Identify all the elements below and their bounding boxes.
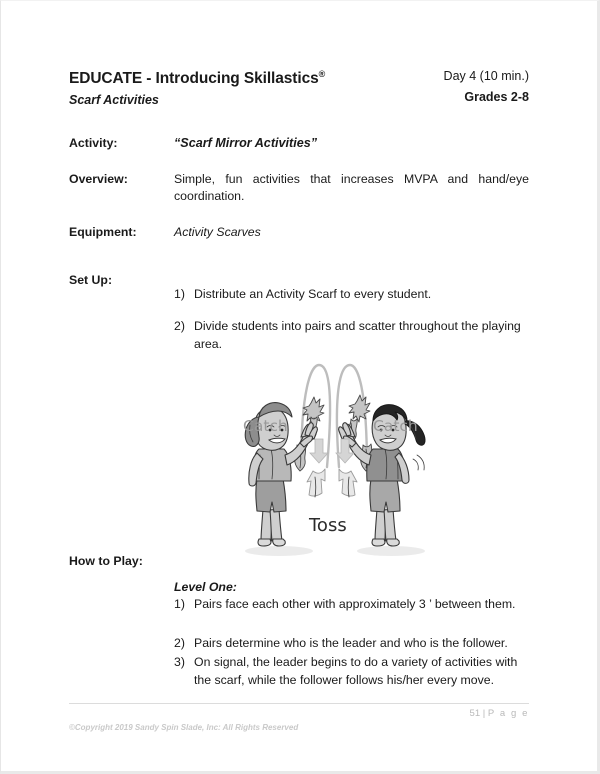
list-item-text: Pairs determine who is the leader and who is the follower. bbox=[194, 635, 508, 650]
illustration-svg bbox=[201, 359, 463, 559]
list-item-text: Pairs face each other with approximately 3 ’ between them. bbox=[194, 597, 516, 612]
list-item-number: 1) bbox=[174, 597, 185, 612]
equipment-value: Activity Scarves bbox=[174, 225, 261, 239]
list-item-number: 2) bbox=[174, 635, 185, 650]
setup-list bbox=[174, 286, 529, 353]
page-subtitle: Scarf Activities bbox=[69, 92, 159, 107]
list-item-text: Divide students into pairs and scatter throughout the playing area. bbox=[194, 319, 521, 351]
boy-leg-right bbox=[384, 509, 396, 541]
toss-scarf-right bbox=[339, 469, 357, 497]
level-one-heading: Level One: bbox=[174, 580, 237, 594]
motion-line-1 bbox=[413, 459, 418, 470]
girl-shoe-left bbox=[258, 539, 271, 546]
girl-shorts bbox=[256, 479, 286, 512]
page-word: P a g e bbox=[487, 708, 529, 719]
page-separator: | bbox=[482, 708, 486, 719]
activity-value: “Scarf Mirror Activities” bbox=[174, 136, 318, 150]
header-right-block bbox=[444, 69, 529, 104]
list-item-number: 3) bbox=[174, 655, 185, 670]
page-title bbox=[69, 69, 325, 89]
list-item-number: 2) bbox=[174, 319, 185, 334]
activity-label: Activity: bbox=[69, 136, 118, 150]
label-catch-right: Catch bbox=[373, 417, 418, 435]
how-to-play-row bbox=[69, 553, 529, 570]
boy-shoe-left bbox=[372, 539, 385, 546]
list-item bbox=[174, 635, 529, 652]
document-header bbox=[69, 69, 529, 107]
how-to-play-label: How to Play: bbox=[69, 554, 143, 568]
label-catch-left: Catch bbox=[243, 417, 288, 435]
label-toss: Toss bbox=[309, 515, 347, 536]
day-duration-label: Day 4 (10 min.) bbox=[443, 69, 529, 83]
page-number: 51 bbox=[469, 708, 481, 719]
page-number-footer bbox=[470, 708, 529, 719]
header-left-block bbox=[69, 69, 325, 107]
boy-shoe-right bbox=[387, 539, 400, 546]
activity-row bbox=[69, 135, 529, 153]
equipment-label: Equipment: bbox=[69, 225, 137, 239]
list-item-text: On signal, the leader begins to do a variety of activities with the scarf, while the follower follows his/her every move. bbox=[194, 655, 518, 687]
registered-trademark-icon: ® bbox=[318, 69, 326, 79]
overview-value: Simple, fun activities that increases MVPA and hand/eye coordination. bbox=[174, 172, 529, 204]
page-sheet bbox=[1, 1, 597, 771]
scarf-mirror-activity-illustration bbox=[201, 359, 463, 559]
toss-scarf-left bbox=[307, 469, 325, 497]
list-item-number: 1) bbox=[174, 287, 185, 301]
girl-shoe-right bbox=[273, 539, 286, 546]
footer-divider bbox=[69, 703, 529, 704]
page-title-text: EDUCATE - Introducing Skillastics bbox=[69, 70, 319, 88]
list-item bbox=[174, 286, 529, 303]
setup-label: Set Up: bbox=[69, 273, 113, 287]
overview-row bbox=[69, 171, 529, 205]
girl-leg-right bbox=[270, 509, 282, 541]
copyright-notice: ©Copyright 2019 Sandy Spin Slade, Inc: All Rights Reserved bbox=[69, 723, 299, 732]
scarf-right-top bbox=[349, 395, 370, 422]
toss-arrow-left-icon bbox=[310, 439, 328, 463]
grades-label: Grades 2-8 bbox=[464, 89, 529, 104]
list-item-text: Distribute an Activity Scarf to every student. bbox=[194, 287, 432, 301]
equipment-row bbox=[69, 224, 529, 241]
how-to-play-list bbox=[174, 579, 529, 689]
boy-shorts bbox=[370, 479, 400, 512]
overview-label: Overview: bbox=[69, 172, 128, 186]
list-item bbox=[174, 596, 529, 613]
list-item bbox=[174, 318, 529, 353]
list-item bbox=[174, 654, 529, 689]
